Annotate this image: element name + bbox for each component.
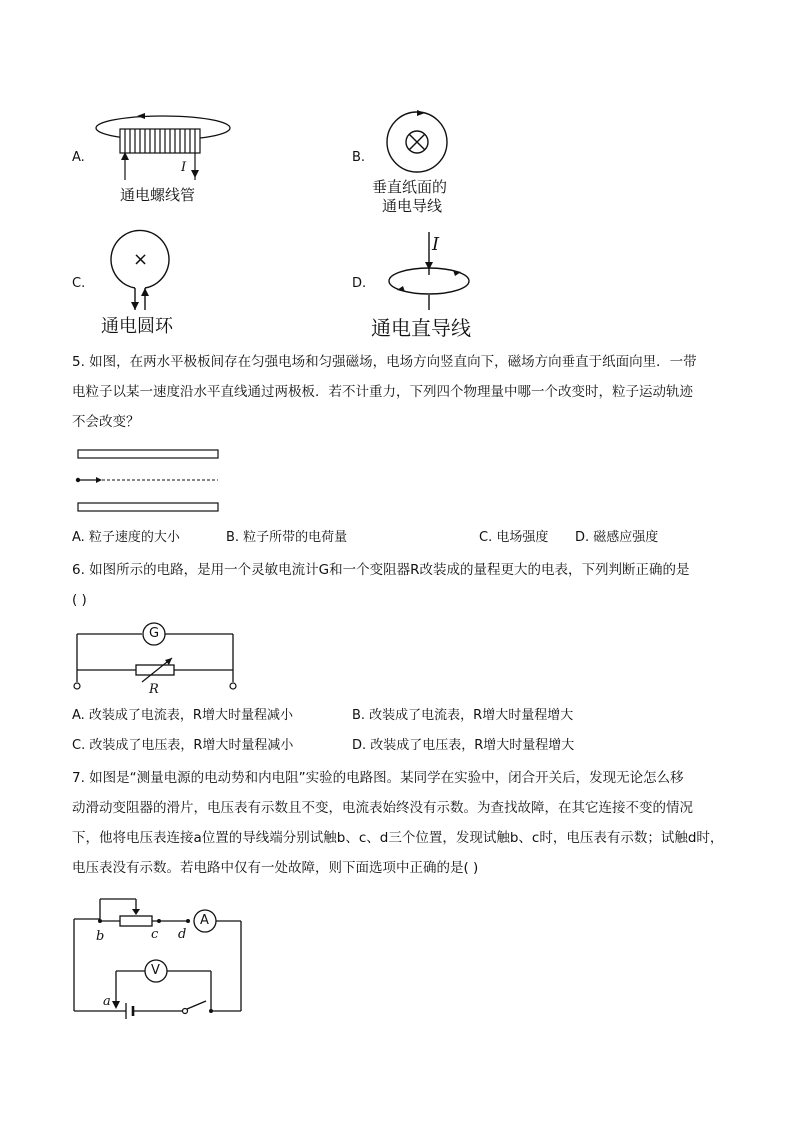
q7-stem-line3: 下，他将电压表连接a位置的导线端分别试触b、c、d三个位置，发现试触b、c时，电压表有示数；试触d时， [72,830,724,846]
battery-test-circuit-diagram [70,895,250,1020]
q6-stem-line2: ( ) [72,592,87,608]
current-loop-diagram [108,230,188,320]
q5-option-c: C. 电场强度 [479,530,549,545]
q5-option-a: A. 粒子速度的大小 [72,530,180,545]
option-d-label: D. [352,276,367,291]
q5-stem-line2: 电粒子以某一速度沿水平直线通过两极板．若不计重力，下列四个物理量中哪一个改变时，粒子运动轨迹 [72,384,693,400]
point-a-label: a [103,994,111,1009]
loop-caption: 通电圆环 [101,316,173,337]
solenoid-diagram [95,108,255,178]
rheostat-label: R [149,682,159,697]
q6-option-a: A. 改装成了电流表，R增大时量程减小 [72,708,293,723]
q7-stem-line1: 7. 如图是“测量电源的电动势和内电阻”实验的电路图。某同学在实验中，闭合开关后，发现无论怎么移 [72,770,684,786]
wire-caption-line1: 垂直纸面的 [372,178,448,196]
point-c-label: c [151,927,159,942]
q5-option-d: D. 磁感应强度 [575,530,659,545]
q5-stem-line3: 不会改变？ [72,414,140,430]
straight-wire-current-label: I [432,234,440,255]
parallel-plates-diagram [74,447,224,517]
solenoid-current-label: I [181,160,187,175]
q5-option-b: B. 粒子所带的电荷量 [226,530,348,545]
q7-stem-line2: 动滑动变阻器的滑片，电压表有示数且不变，电流表始终没有示数。为查找故障，在其它连接不变的情况 [72,800,693,816]
q6-option-b: B. 改装成了电流表，R增大时量程增大 [352,708,574,723]
point-d-label: d [178,927,187,942]
q6-option-c: C. 改装成了电压表，R增大时量程减小 [72,738,294,753]
q6-stem-line1: 6. 如图所示的电路，是用一个灵敏电流计G和一个变阻器R改装成的量程更大的电表，下列判断正确的是 [72,562,690,578]
loop-into-page-mark: × [133,249,149,270]
straight-wire-caption: 通电直导线 [371,316,471,340]
option-c-label: C. [72,276,86,291]
option-b-label: B. [352,150,366,165]
ammeter-label: A [200,913,209,928]
solenoid-caption: 通电螺线管 [120,186,196,204]
option-a-label: A. [72,150,85,165]
q7-stem-line4: 电压表没有示数。若电路中仅有一处故障，则下面选项中正确的是( ) [72,860,479,876]
voltmeter-label: V [151,963,160,978]
q5-stem-line1: 5. 如图，在两水平极板间存在匀强电场和匀强磁场，电场方向竖直向下，磁场方向垂直于纸面向里．一带 [72,354,697,370]
q6-option-d: D. 改装成了电压表，R增大时量程增大 [352,738,575,753]
point-b-label: b [96,929,105,944]
galvanometer-label: G [149,626,160,641]
wire-caption-line2: 通电导线 [382,197,443,215]
